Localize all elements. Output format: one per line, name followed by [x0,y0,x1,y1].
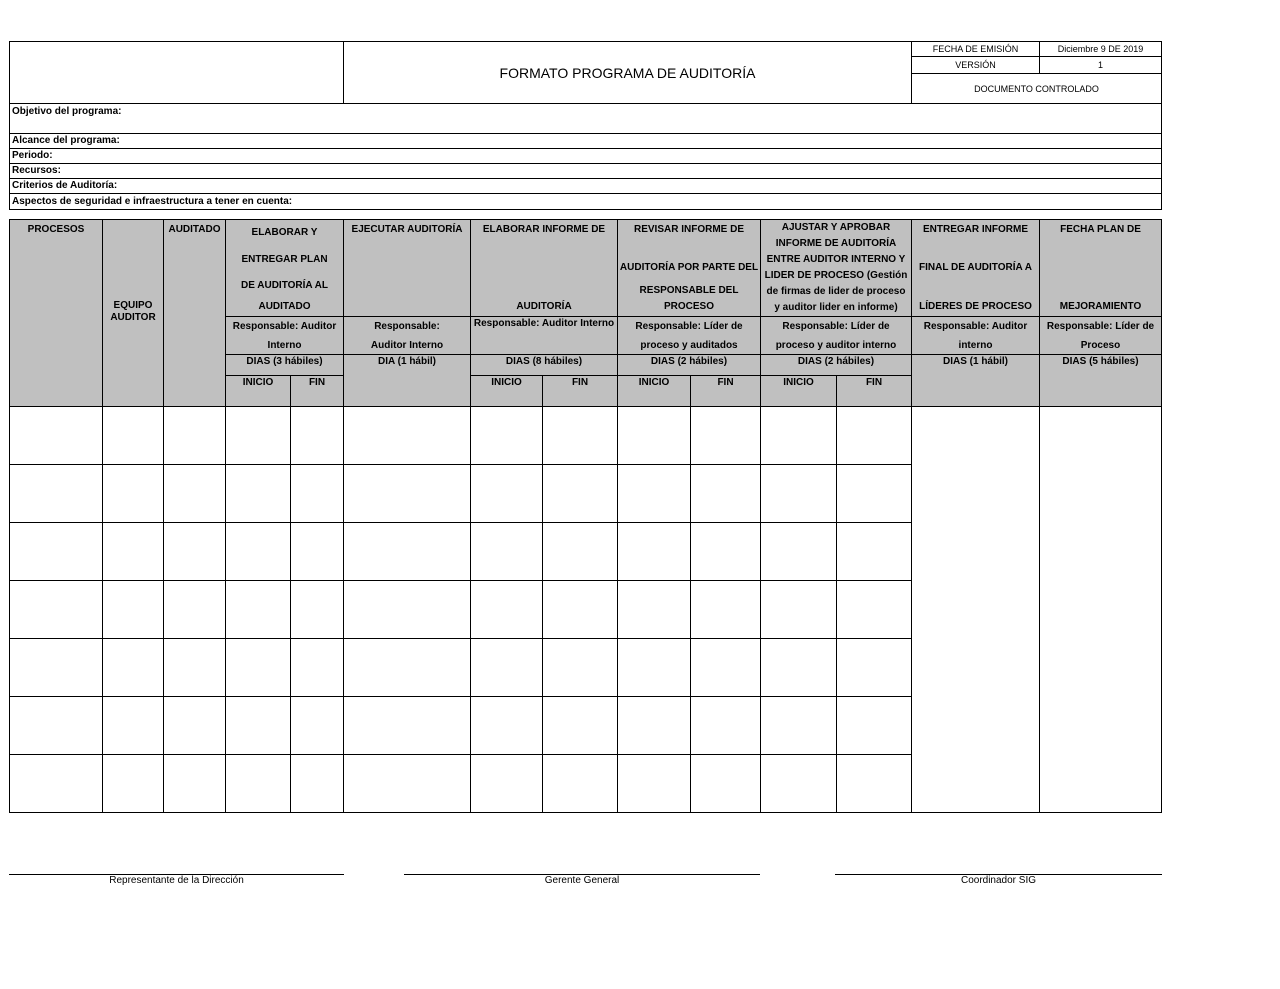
table-cell[interactable] [760,638,837,697]
table-cell[interactable] [690,696,761,755]
col-entregar-informe-title: ENTREGAR INFORME [923,224,1028,235]
logo-cell [9,41,344,104]
table-cell[interactable] [690,522,761,581]
table-cell[interactable] [225,638,291,697]
revisar-fin: FIN [690,375,761,407]
table-cell[interactable] [290,754,344,813]
table-cell[interactable] [470,406,543,465]
table-cell[interactable] [343,406,471,465]
table-cell[interactable] [225,580,291,639]
table-cell[interactable] [102,406,164,465]
table-cell[interactable] [617,406,691,465]
elaborar-plan-responsable: Responsable: Auditor Interno [225,316,344,355]
signature-representante: Representante de la Dirección [109,875,244,886]
table-cell[interactable] [163,638,226,697]
table-cell[interactable] [760,580,837,639]
table-cell[interactable] [542,464,618,523]
table-cell[interactable] [542,522,618,581]
col-equipo-auditor-label: EQUIPO AUDITOR [110,300,156,323]
table-cell[interactable] [343,464,471,523]
ajustar-dias: DIAS (2 hábiles) [760,354,912,376]
col-fecha-plan-title-end: MEJORAMIENTO [1059,301,1142,312]
table-cell[interactable] [290,580,344,639]
table-cell[interactable] [102,696,164,755]
col-ajustar-aprobar [760,219,912,317]
version-value: 1 [1039,56,1162,74]
table-cell[interactable] [290,638,344,697]
table-cell[interactable] [617,638,691,697]
fecha-emision-label: FECHA DE EMISIÓN [911,41,1040,57]
table-cell[interactable] [470,580,543,639]
ejecutar-responsable: Responsable: Auditor Interno [343,316,471,355]
table-cell[interactable] [290,464,344,523]
table-cell[interactable] [690,464,761,523]
table-cell[interactable] [470,696,543,755]
col-elaborar-plan [225,219,344,317]
table-cell[interactable] [470,754,543,813]
signature-gerente: Gerente General [544,875,620,886]
ejecutar-dias: DIA (1 hábil) [343,354,471,407]
entregar-dias: DIAS (1 hábil) [911,354,1040,407]
table-cell[interactable] [163,580,226,639]
elaborar-informe-inicio: INICIO [470,375,543,407]
table-cell[interactable] [617,580,691,639]
table-cell[interactable] [102,580,164,639]
col-equipo-auditor [102,219,164,407]
objetivo-row: Objetivo del programa: [9,103,1162,134]
table-cell[interactable] [102,638,164,697]
documento-controlado: DOCUMENTO CONTROLADO [911,73,1162,104]
col-elaborar-plan-title-end: AUDITADO [258,301,311,312]
col-revisar-informe-title: REVISAR INFORME DE [633,224,744,235]
table-cell[interactable] [9,696,103,755]
table-cell[interactable] [290,406,344,465]
table-cell[interactable] [836,696,912,755]
table-cell[interactable] [836,580,912,639]
table-cell[interactable] [343,638,471,697]
alcance-row: Alcance del programa: [9,133,1162,149]
table-cell[interactable] [225,696,291,755]
col-elaborar-informe-title: ELABORAR INFORME DE [482,224,606,235]
recursos-row: Recursos: [9,163,1162,179]
col-auditado-label: AUDITADO [168,224,221,235]
col-ejecutar [343,219,471,317]
document-title: FORMATO PROGRAMA DE AUDITORÍA [343,41,912,104]
elaborar-informe-dias: DIAS (8 hábiles) [470,354,618,376]
table-cell[interactable] [542,406,618,465]
table-cell[interactable] [470,638,543,697]
table-cell[interactable] [760,522,837,581]
col-ejecutar-title: EJECUTAR AUDITORÍA [351,224,463,235]
table-cell[interactable] [225,406,291,465]
table-cell-merged[interactable] [911,406,1040,813]
col-procesos [9,219,103,407]
table-cell[interactable] [470,522,543,581]
table-cell[interactable] [9,580,103,639]
col-procesos-label: PROCESOS [27,224,85,235]
revisar-dias: DIAS (2 hábiles) [617,354,761,376]
table-cell[interactable] [163,696,226,755]
revisar-inicio: INICIO [617,375,691,407]
col-entregar-informe-title-mid: FINAL DE AUDITORÍA A [919,262,1032,273]
table-cell[interactable] [617,754,691,813]
table-cell[interactable] [760,464,837,523]
table-cell[interactable] [102,754,164,813]
table-cell[interactable] [836,464,912,523]
table-cell[interactable] [690,754,761,813]
col-entregar-informe [911,219,1040,317]
table-cell[interactable] [470,464,543,523]
table-cell[interactable] [690,406,761,465]
table-cell[interactable] [690,638,761,697]
fecha-plan-dias: DIAS (5 hábiles) [1039,354,1162,407]
fecha-plan-responsable: Responsable: Líder de Proceso [1039,316,1162,355]
table-cell[interactable] [617,696,691,755]
col-revisar-informe [617,219,761,317]
table-cell[interactable] [163,754,226,813]
table-cell[interactable] [542,580,618,639]
table-cell[interactable] [760,696,837,755]
table-cell[interactable] [836,522,912,581]
table-cell[interactable] [9,406,103,465]
table-cell[interactable] [343,754,471,813]
criterios-row: Criterios de Auditoría: [9,178,1162,194]
table-cell[interactable] [290,522,344,581]
col-elaborar-plan-title: ELABORAR Y ENTREGAR PLAN DE AUDITORÍA AL [240,227,329,291]
version-label: VERSIÓN [911,56,1040,74]
elaborar-informe-responsable: Responsable: Auditor Interno [470,316,618,355]
elaborar-plan-fin: FIN [290,375,344,407]
table-cell[interactable] [343,522,471,581]
col-auditado [163,219,226,407]
table-cell[interactable] [343,696,471,755]
elaborar-plan-inicio: INICIO [225,375,291,407]
table-cell[interactable] [542,696,618,755]
table-cell[interactable] [290,696,344,755]
table-cell[interactable] [836,754,912,813]
table-cell[interactable] [542,754,618,813]
col-entregar-informe-title-end: LÍDERES DE PROCESO [919,301,1032,312]
table-cell[interactable] [225,522,291,581]
table-cell[interactable] [9,754,103,813]
entregar-responsable: Responsable: Auditor interno [911,316,1040,355]
col-elaborar-informe [470,219,618,317]
table-cell[interactable] [343,580,471,639]
table-cell[interactable] [690,580,761,639]
revisar-responsable: Responsable: Líder de proceso y auditados [617,316,761,355]
signature-coordinador: Coordinador SIG [960,875,1037,886]
table-cell[interactable] [617,464,691,523]
table-cell[interactable] [225,464,291,523]
table-cell[interactable] [760,754,837,813]
table-cell[interactable] [102,522,164,581]
table-cell[interactable] [163,464,226,523]
col-fecha-plan-title: FECHA PLAN DE [1060,224,1141,235]
col-elaborar-informe-title-end: AUDITORÍA [516,301,572,312]
elaborar-plan-dias: DIAS (3 hábiles) [225,354,344,376]
table-cell[interactable] [617,522,691,581]
table-cell[interactable] [102,464,164,523]
table-cell[interactable] [542,638,618,697]
elaborar-informe-fin: FIN [542,375,618,407]
fecha-emision-value: Diciembre 9 DE 2019 [1039,41,1162,57]
table-cell[interactable] [163,522,226,581]
table-cell[interactable] [9,464,103,523]
table-cell[interactable] [760,406,837,465]
table-cell[interactable] [9,522,103,581]
table-cell[interactable] [836,406,912,465]
table-cell[interactable] [225,754,291,813]
col-fecha-plan [1039,219,1162,317]
ajustar-fin: FIN [836,375,912,407]
ajustar-responsable: Responsable: Líder de proceso y auditor interno [760,316,912,355]
periodo-row: Periodo: [9,148,1162,164]
table-cell[interactable] [836,638,912,697]
table-cell[interactable] [163,406,226,465]
ajustar-inicio: INICIO [760,375,837,407]
col-revisar-informe-title-end: RESPONSABLE DEL PROCESO [639,285,739,312]
col-revisar-informe-title-mid: AUDITORÍA POR PARTE DEL [619,262,759,273]
col-ajustar-aprobar-title: AJUSTAR Y APROBAR INFORME DE AUDITORÍA ENTRE AUDITOR INTERNO Y LIDER DE PROCESO (Gestión de firmas de lider de proceso y auditor lider en informe) [764,222,908,313]
table-cell-merged[interactable] [1039,406,1162,813]
aspectos-row: Aspectos de seguridad e infraestructura a tener en cuenta: [9,193,1162,210]
table-cell[interactable] [9,638,103,697]
